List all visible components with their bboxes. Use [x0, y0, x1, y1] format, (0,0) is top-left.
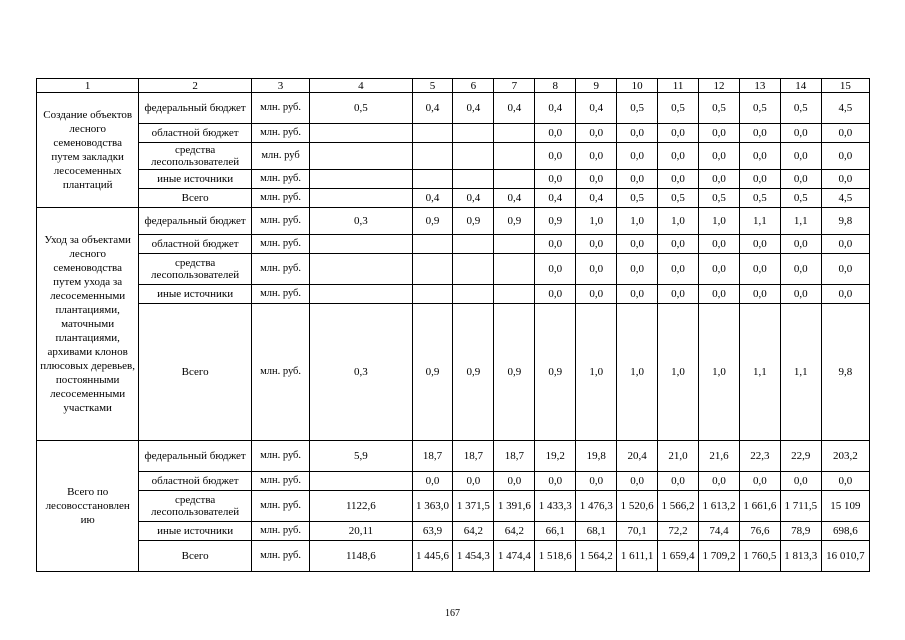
value-cell: 1 476,3 [576, 491, 617, 522]
value-cell [310, 285, 412, 304]
value-cell: 0,9 [494, 304, 535, 441]
value-cell [494, 170, 535, 189]
value-cell [310, 170, 412, 189]
unit-cell: млн. руб. [251, 189, 309, 208]
value-cell: 1 454,3 [453, 541, 494, 572]
value-cell: 0,0 [617, 235, 658, 254]
unit-cell: млн. руб. [251, 472, 309, 491]
activity-name: Всего по лесовосстановлен ию [37, 441, 139, 572]
value-cell: 1,1 [780, 208, 821, 235]
value-cell [310, 472, 412, 491]
value-cell: 0,0 [535, 124, 576, 143]
value-cell: 0,0 [576, 254, 617, 285]
value-cell: 0,0 [780, 143, 821, 170]
value-cell: 0,0 [617, 124, 658, 143]
value-cell: 1 709,2 [699, 541, 740, 572]
value-cell: 18,7 [412, 441, 453, 472]
value-cell [453, 124, 494, 143]
funding-source: иные источники [139, 285, 252, 304]
value-cell: 0,0 [739, 170, 780, 189]
value-cell: 0,0 [699, 472, 740, 491]
column-header: 7 [494, 79, 535, 93]
value-cell: 20,11 [310, 522, 412, 541]
value-cell: 0,0 [739, 124, 780, 143]
value-cell: 0,3 [310, 208, 412, 235]
value-cell [453, 170, 494, 189]
activity-name: Создание объектов лесного семеноводства путем закладки лесосеменных плантаций [37, 93, 139, 208]
value-cell: 1 391,6 [494, 491, 535, 522]
value-cell: 1 611,1 [617, 541, 658, 572]
value-cell: 0,0 [821, 124, 869, 143]
value-cell: 1 813,3 [780, 541, 821, 572]
value-cell: 0,0 [535, 170, 576, 189]
value-cell: 0,0 [658, 472, 699, 491]
value-cell [412, 235, 453, 254]
column-header: 3 [251, 79, 309, 93]
value-cell: 68,1 [576, 522, 617, 541]
value-cell: 78,9 [780, 522, 821, 541]
value-cell [412, 143, 453, 170]
value-cell: 1122,6 [310, 491, 412, 522]
value-cell: 1 760,5 [739, 541, 780, 572]
value-cell: 0,0 [780, 124, 821, 143]
value-cell: 64,2 [494, 522, 535, 541]
value-cell: 0,5 [658, 93, 699, 124]
value-cell: 0,0 [617, 170, 658, 189]
funding-source: средства лесопользователей [139, 254, 252, 285]
value-cell: 0,0 [576, 143, 617, 170]
value-cell [412, 254, 453, 285]
funding-source: Всего [139, 541, 252, 572]
value-cell: 0,5 [739, 93, 780, 124]
value-cell: 21,0 [658, 441, 699, 472]
value-cell: 0,0 [821, 472, 869, 491]
value-cell: 16 010,7 [821, 541, 869, 572]
value-cell: 1 711,5 [780, 491, 821, 522]
value-cell: 0,5 [739, 189, 780, 208]
value-cell: 0,0 [739, 254, 780, 285]
table-row [37, 441, 870, 472]
value-cell: 1 661,6 [739, 491, 780, 522]
value-cell: 0,0 [821, 170, 869, 189]
value-cell: 1 566,2 [658, 491, 699, 522]
column-header: 2 [139, 79, 252, 93]
value-cell: 9,8 [821, 208, 869, 235]
value-cell: 1,1 [739, 304, 780, 441]
value-cell: 0,0 [535, 143, 576, 170]
value-cell [412, 285, 453, 304]
value-cell: 0,5 [617, 93, 658, 124]
value-cell: 0,0 [780, 254, 821, 285]
funding-source: средства лесопользователей [139, 143, 252, 170]
value-cell: 0,9 [535, 208, 576, 235]
value-cell: 1 613,2 [699, 491, 740, 522]
value-cell: 1,1 [780, 304, 821, 441]
value-cell: 0,0 [658, 235, 699, 254]
unit-cell: млн. руб. [251, 208, 309, 235]
value-cell: 1 520,6 [617, 491, 658, 522]
value-cell: 1,0 [617, 208, 658, 235]
value-cell: 0,0 [576, 472, 617, 491]
value-cell: 0,0 [576, 235, 617, 254]
budget-table [36, 78, 870, 572]
value-cell: 1,0 [576, 304, 617, 441]
value-cell: 0,0 [780, 472, 821, 491]
value-cell: 0,5 [617, 189, 658, 208]
funding-source: иные источники [139, 522, 252, 541]
value-cell: 4,5 [821, 93, 869, 124]
table-row [37, 254, 870, 285]
value-cell: 0,0 [658, 254, 699, 285]
value-cell: 0,9 [453, 208, 494, 235]
value-cell: 0,5 [310, 93, 412, 124]
value-cell [310, 143, 412, 170]
funding-source: иные источники [139, 170, 252, 189]
value-cell: 0,9 [535, 304, 576, 441]
unit-cell: млн. руб. [251, 441, 309, 472]
value-cell: 1 371,5 [453, 491, 494, 522]
value-cell: 0,0 [780, 170, 821, 189]
value-cell [310, 124, 412, 143]
value-cell: 1 445,6 [412, 541, 453, 572]
value-cell: 0,0 [658, 124, 699, 143]
value-cell: 5,9 [310, 441, 412, 472]
page-number: 167 [445, 608, 460, 619]
value-cell: 1 564,2 [576, 541, 617, 572]
value-cell: 19,2 [535, 441, 576, 472]
value-cell: 0,5 [780, 93, 821, 124]
column-header: 1 [37, 79, 139, 93]
value-cell: 0,0 [494, 472, 535, 491]
value-cell: 22,3 [739, 441, 780, 472]
table-row [37, 541, 870, 572]
value-cell: 0,9 [412, 208, 453, 235]
header-row [37, 79, 870, 93]
value-cell: 9,8 [821, 304, 869, 441]
unit-cell: млн. руб. [251, 522, 309, 541]
unit-cell: млн. руб. [251, 491, 309, 522]
table-row [37, 472, 870, 491]
value-cell: 66,1 [535, 522, 576, 541]
table-row [37, 304, 870, 441]
funding-source: областной бюджет [139, 472, 252, 491]
unit-cell: млн. руб. [251, 170, 309, 189]
value-cell: 0,0 [821, 143, 869, 170]
value-cell: 698,6 [821, 522, 869, 541]
value-cell: 0,0 [412, 472, 453, 491]
table-row [37, 143, 870, 170]
value-cell: 1 433,3 [535, 491, 576, 522]
value-cell: 1 474,4 [494, 541, 535, 572]
value-cell: 0,4 [494, 93, 535, 124]
value-cell: 0,0 [699, 235, 740, 254]
table-row [37, 522, 870, 541]
value-cell: 0,0 [821, 285, 869, 304]
value-cell: 1 659,4 [658, 541, 699, 572]
value-cell: 1 363,0 [412, 491, 453, 522]
unit-cell: млн. руб. [251, 541, 309, 572]
value-cell: 70,1 [617, 522, 658, 541]
value-cell [453, 285, 494, 304]
value-cell: 0,4 [535, 189, 576, 208]
funding-source: федеральный бюджет [139, 441, 252, 472]
column-header: 8 [535, 79, 576, 93]
value-cell: 0,0 [453, 472, 494, 491]
value-cell: 1,0 [658, 304, 699, 441]
value-cell [453, 235, 494, 254]
table-row [37, 93, 870, 124]
table-row [37, 170, 870, 189]
value-cell [494, 124, 535, 143]
value-cell: 20,4 [617, 441, 658, 472]
value-cell: 1,0 [658, 208, 699, 235]
value-cell: 0,5 [780, 189, 821, 208]
funding-source: Всего [139, 304, 252, 441]
column-header: 9 [576, 79, 617, 93]
value-cell: 72,2 [658, 522, 699, 541]
column-header: 13 [739, 79, 780, 93]
value-cell: 76,6 [739, 522, 780, 541]
value-cell: 1,0 [576, 208, 617, 235]
unit-cell: млн. руб. [251, 93, 309, 124]
value-cell: 1,1 [739, 208, 780, 235]
value-cell: 18,7 [453, 441, 494, 472]
value-cell: 0,0 [699, 143, 740, 170]
funding-source: федеральный бюджет [139, 208, 252, 235]
table-row [37, 124, 870, 143]
value-cell: 21,6 [699, 441, 740, 472]
value-cell [494, 285, 535, 304]
value-cell [310, 235, 412, 254]
value-cell: 0,0 [658, 170, 699, 189]
value-cell: 1,0 [699, 208, 740, 235]
funding-source: областной бюджет [139, 235, 252, 254]
value-cell [494, 143, 535, 170]
value-cell [494, 235, 535, 254]
unit-cell: млн. руб. [251, 285, 309, 304]
value-cell: 0,0 [821, 235, 869, 254]
value-cell: 0,3 [310, 304, 412, 441]
value-cell: 0,4 [453, 93, 494, 124]
value-cell: 0,5 [658, 189, 699, 208]
value-cell [310, 189, 412, 208]
table-row [37, 208, 870, 235]
value-cell: 0,0 [739, 143, 780, 170]
value-cell: 0,4 [535, 93, 576, 124]
value-cell: 22,9 [780, 441, 821, 472]
value-cell: 4,5 [821, 189, 869, 208]
value-cell: 63,9 [412, 522, 453, 541]
value-cell: 203,2 [821, 441, 869, 472]
value-cell [310, 254, 412, 285]
value-cell: 0,0 [617, 472, 658, 491]
value-cell: 0,0 [699, 254, 740, 285]
column-header: 10 [617, 79, 658, 93]
unit-cell: млн. руб. [251, 235, 309, 254]
unit-cell: млн. руб [251, 143, 309, 170]
value-cell: 0,4 [576, 189, 617, 208]
table-row [37, 189, 870, 208]
value-cell: 74,4 [699, 522, 740, 541]
value-cell: 0,0 [617, 285, 658, 304]
unit-cell: млн. руб. [251, 304, 309, 441]
value-cell [412, 124, 453, 143]
value-cell: 0,9 [453, 304, 494, 441]
activity-name: Уход за объектами лесного семеноводства путем ухода за лесосеменными плантациями, маточными плантациями, архивами клонов плюсовых деревьев, постоянными лесосеменными участками [37, 208, 139, 441]
value-cell: 0,0 [658, 285, 699, 304]
value-cell: 0,9 [412, 304, 453, 441]
value-cell: 0,0 [535, 235, 576, 254]
value-cell: 0,0 [780, 235, 821, 254]
value-cell: 0,0 [617, 143, 658, 170]
value-cell [494, 254, 535, 285]
column-header: 14 [780, 79, 821, 93]
column-header: 5 [412, 79, 453, 93]
unit-cell: млн. руб. [251, 254, 309, 285]
table-row [37, 285, 870, 304]
value-cell: 0,0 [699, 170, 740, 189]
column-header: 11 [658, 79, 699, 93]
value-cell [453, 254, 494, 285]
funding-source: областной бюджет [139, 124, 252, 143]
column-header: 4 [310, 79, 412, 93]
table-row [37, 491, 870, 522]
value-cell: 0,0 [699, 285, 740, 304]
value-cell: 1,0 [699, 304, 740, 441]
value-cell: 0,9 [494, 208, 535, 235]
value-cell: 0,0 [739, 235, 780, 254]
value-cell: 0,0 [535, 472, 576, 491]
value-cell [412, 170, 453, 189]
value-cell: 0,0 [535, 285, 576, 304]
value-cell: 15 109 [821, 491, 869, 522]
value-cell: 0,4 [576, 93, 617, 124]
column-header: 6 [453, 79, 494, 93]
value-cell: 0,4 [453, 189, 494, 208]
value-cell: 1 518,6 [535, 541, 576, 572]
value-cell: 0,4 [412, 93, 453, 124]
value-cell: 0,0 [617, 254, 658, 285]
table-row [37, 235, 870, 254]
value-cell [453, 143, 494, 170]
funding-source: федеральный бюджет [139, 93, 252, 124]
value-cell: 0,0 [576, 124, 617, 143]
value-cell: 64,2 [453, 522, 494, 541]
value-cell: 0,4 [494, 189, 535, 208]
funding-source: средства лесопользователей [139, 491, 252, 522]
value-cell: 0,0 [699, 124, 740, 143]
value-cell: 0,5 [699, 189, 740, 208]
column-header: 12 [699, 79, 740, 93]
value-cell: 1,0 [617, 304, 658, 441]
funding-source: Всего [139, 189, 252, 208]
value-cell: 0,0 [739, 472, 780, 491]
value-cell: 0,0 [535, 254, 576, 285]
value-cell: 18,7 [494, 441, 535, 472]
unit-cell: млн. руб. [251, 124, 309, 143]
value-cell: 0,0 [576, 285, 617, 304]
value-cell: 1148,6 [310, 541, 412, 572]
value-cell: 0,4 [412, 189, 453, 208]
value-cell: 0,0 [821, 254, 869, 285]
value-cell: 19,8 [576, 441, 617, 472]
value-cell: 0,0 [739, 285, 780, 304]
value-cell: 0,0 [658, 143, 699, 170]
value-cell: 0,0 [576, 170, 617, 189]
value-cell: 0,0 [780, 285, 821, 304]
column-header: 15 [821, 79, 869, 93]
value-cell: 0,5 [699, 93, 740, 124]
